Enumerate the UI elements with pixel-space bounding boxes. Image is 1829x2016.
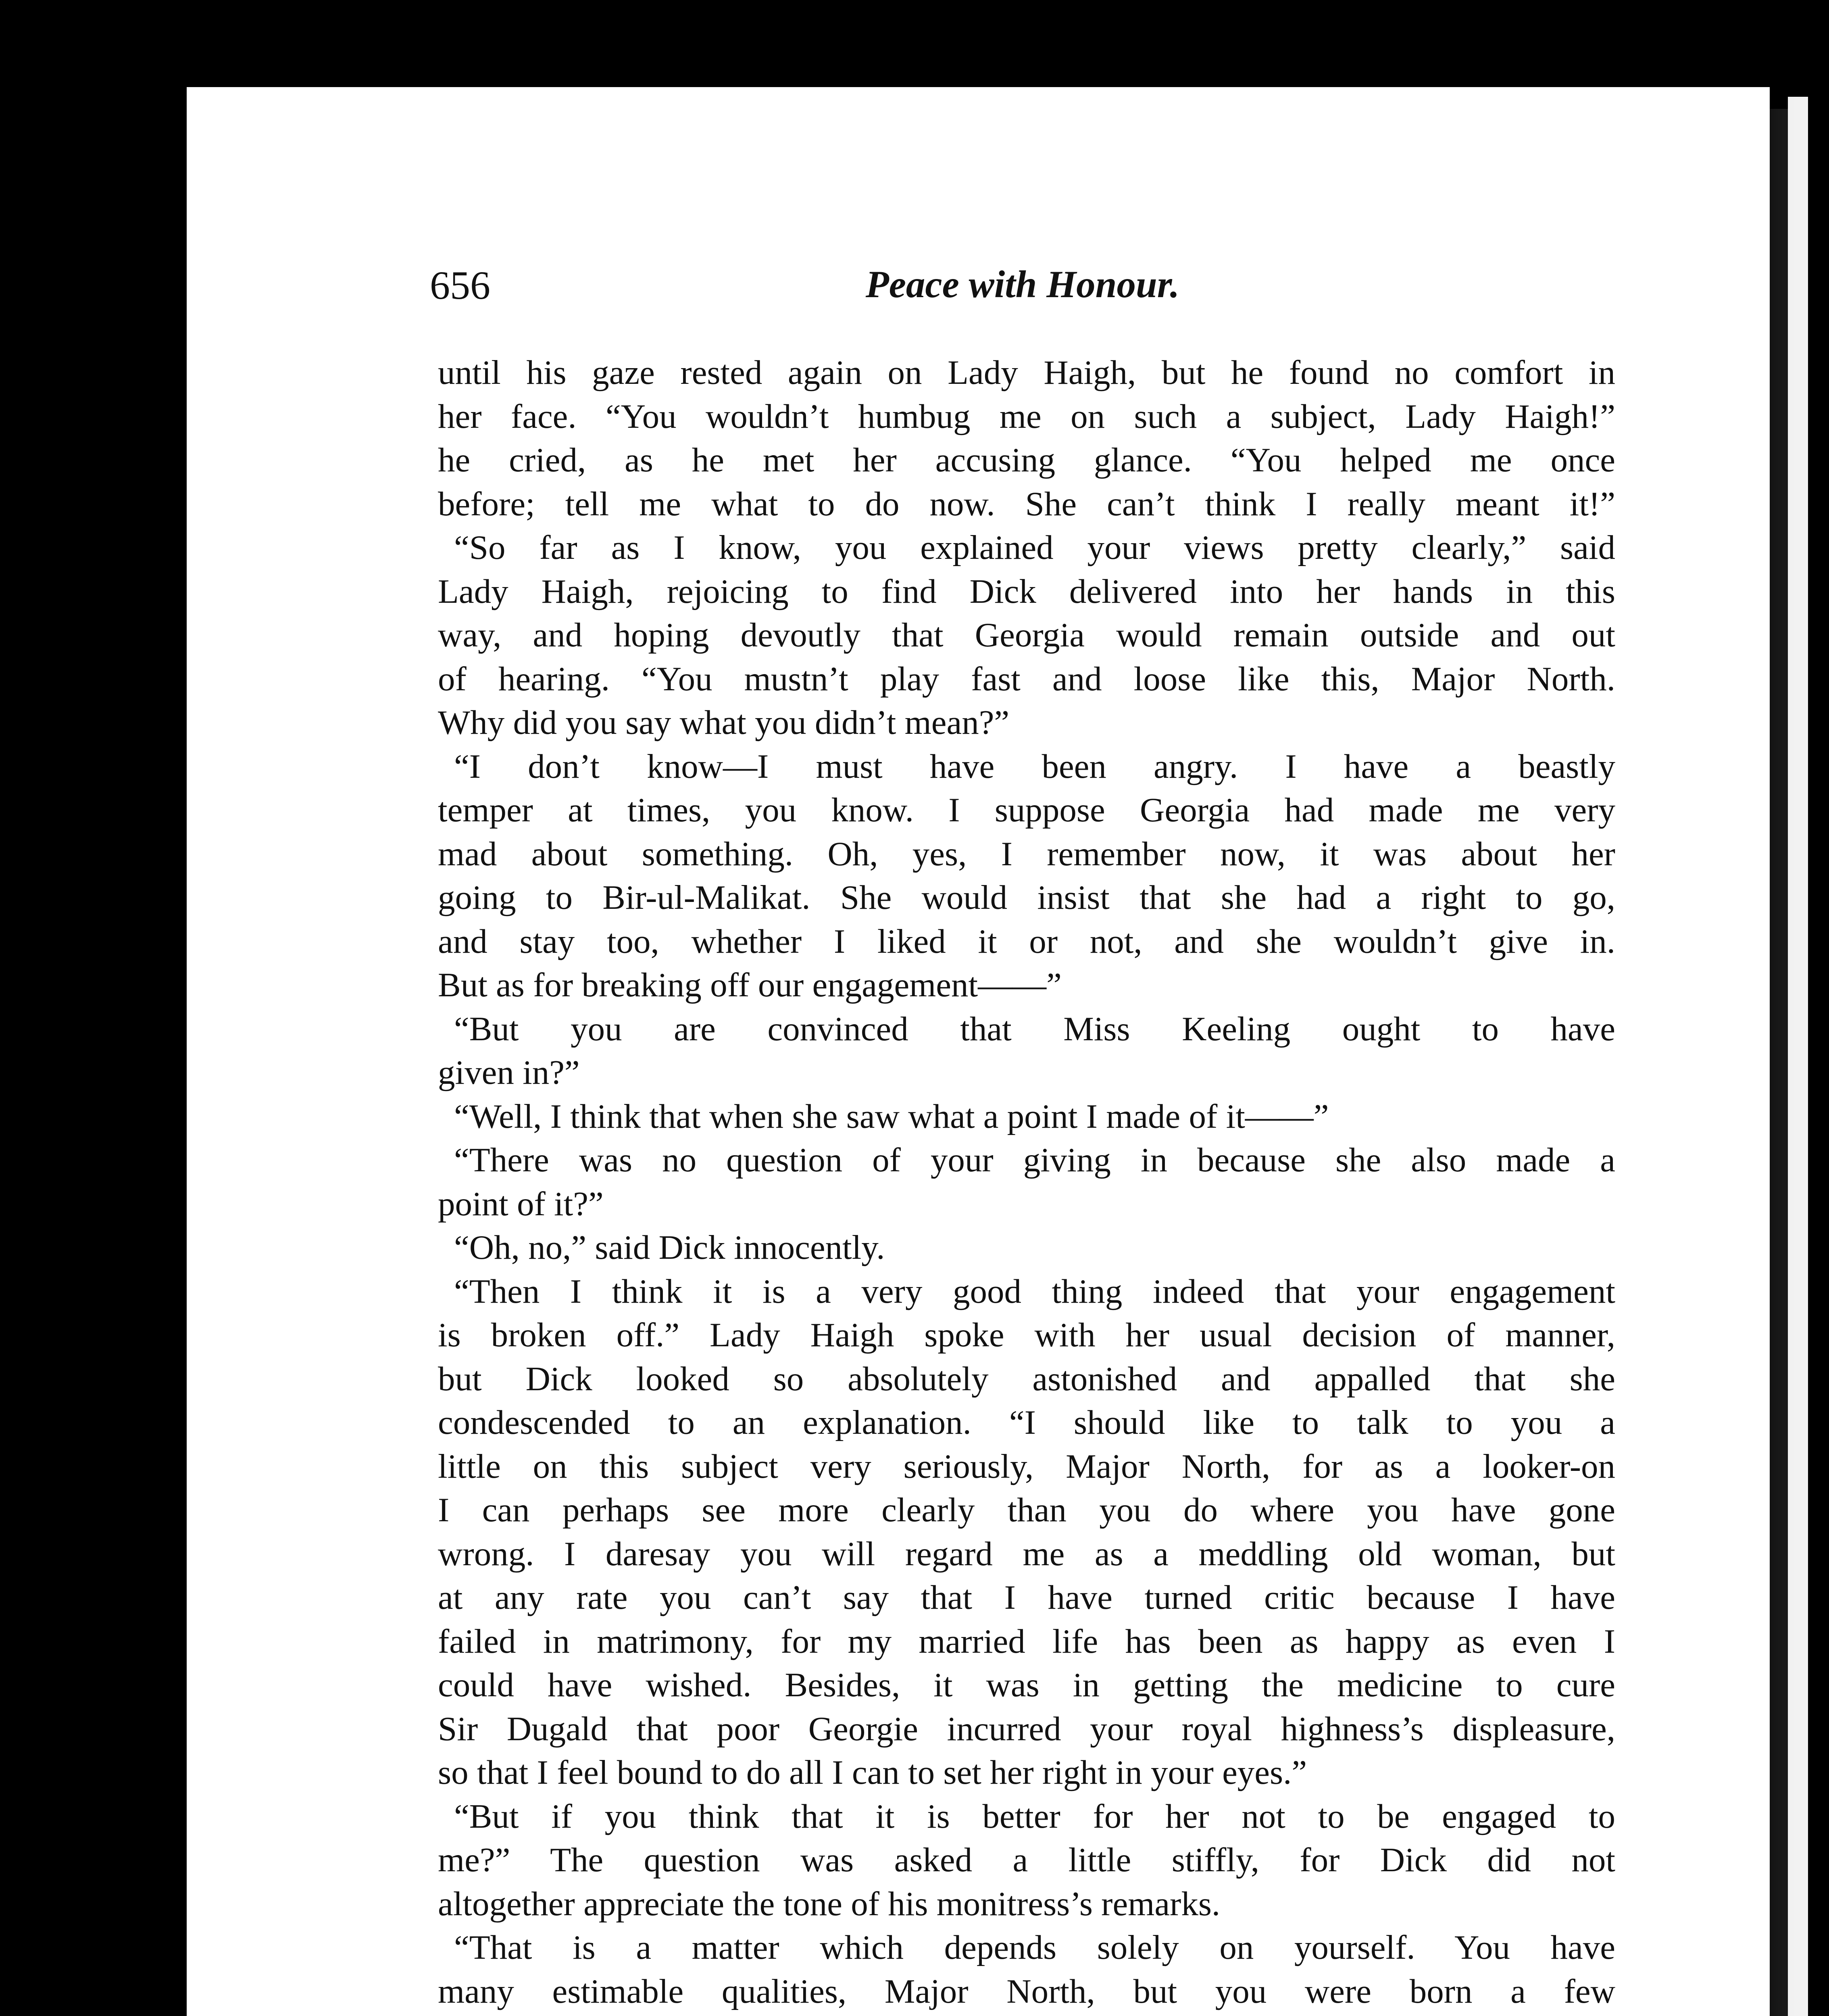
text-line: “So far as I know, you explained your views pretty clearly,” said <box>454 529 1615 566</box>
text-line: before; tell me what to do now. She can’t think I really meant it!” <box>438 485 1615 523</box>
text-line: condescended to an explanation. “I should like to talk to you a <box>438 1404 1615 1441</box>
text-line: little on this subject very seriously, Major North, for as a looker-on <box>438 1447 1615 1485</box>
page-gutter-shadow <box>1770 109 1788 2016</box>
text-line: temper at times, you know. I suppose Georgia had made me very <box>438 791 1615 829</box>
text-line: wrong. I daresay you will regard me as a meddling old woman, but <box>438 1535 1615 1573</box>
text-line: going to Bir-ul-Malikat. She would insist that she had a right to go, <box>438 879 1615 916</box>
text-line: altogether appreciate the tone of his monitress’s remarks. <box>438 1885 1221 1923</box>
text-line: but Dick looked so absolutely astonished and appalled that she <box>438 1360 1615 1398</box>
page-title: Peace with Honour. <box>865 263 1180 306</box>
text-line: many estimable qualities, Major North, but you were born a few <box>438 1972 1615 2010</box>
text-line <box>438 2013 1615 2016</box>
text-line: Lady Haigh, rejoicing to find Dick delivered into her hands in this <box>438 572 1615 610</box>
text-line: “But if you think that it is better for her not to be engaged to <box>454 1797 1615 1835</box>
text-line: But as for breaking off our engagement——” <box>438 966 1062 1004</box>
text-line: “But you are convinced that Miss Keeling ought to have <box>454 1010 1615 1048</box>
page-number: 656 <box>430 263 490 308</box>
text-line: “Well, I think that when she saw what a point I made of it——” <box>454 1097 1329 1135</box>
text-line: “Then I think it is a very good thing indeed that your engagement <box>454 1272 1615 1310</box>
text-line: I can perhaps see more clearly than you do where you have gone <box>438 1491 1615 1529</box>
text-line: until his gaze rested again on Lady Haigh, but he found no comfort in <box>438 354 1615 392</box>
text-line: her face. “You wouldn’t humbug me on such a subject, Lady Haigh!” <box>438 397 1615 435</box>
text-line: me?” The question was asked a little stiffly, for Dick did not <box>438 1841 1615 1879</box>
text-line: he cried, as he met her accusing glance. “You helped me once <box>438 441 1615 479</box>
facing-page-sliver <box>1788 97 1808 2016</box>
text-line: given in?” <box>438 1054 580 1091</box>
text-line: of hearing. “You mustn’t play fast and loose like this, Major North. <box>438 660 1615 698</box>
text-line: so that I feel bound to do all I can to set her right in your eyes.” <box>438 1754 1307 1791</box>
text-line: is broken off.” Lady Haigh spoke with her usual decision of manner, <box>438 1316 1615 1354</box>
text-line: Sir Dugald that poor Georgie incurred your royal highness’s displeasure, <box>438 1710 1615 1748</box>
text-line: “Oh, no,” said Dick innocently. <box>454 1229 885 1266</box>
text-line: Why did you say what you didn’t mean?” <box>438 704 1010 741</box>
text-line: “There was no question of your giving in because she also made a <box>454 1141 1615 1179</box>
text-line: way, and hoping devoutly that Georgia would remain outside and out <box>438 616 1615 654</box>
text-line: could have wished. Besides, it was in getting the medicine to cure <box>438 1666 1615 1704</box>
text-line: mad about something. Oh, yes, I remember now, it was about her <box>438 835 1615 873</box>
text-line: point of it?” <box>438 1185 604 1223</box>
text-line: at any rate you can’t say that I have turned critic because I have <box>438 1579 1615 1616</box>
body-text <box>438 351 1615 2016</box>
text-line: “I don’t know—I must have been angry. I have a beastly <box>454 747 1615 785</box>
running-head <box>430 262 1615 327</box>
text-line: and stay too, whether I liked it or not, and she wouldn’t give in. <box>438 922 1615 960</box>
text-line: failed in matrimony, for my married life has been as happy as even I <box>438 1622 1615 1660</box>
text-line: “That is a matter which depends solely on yourself. You have <box>454 1929 1615 1966</box>
